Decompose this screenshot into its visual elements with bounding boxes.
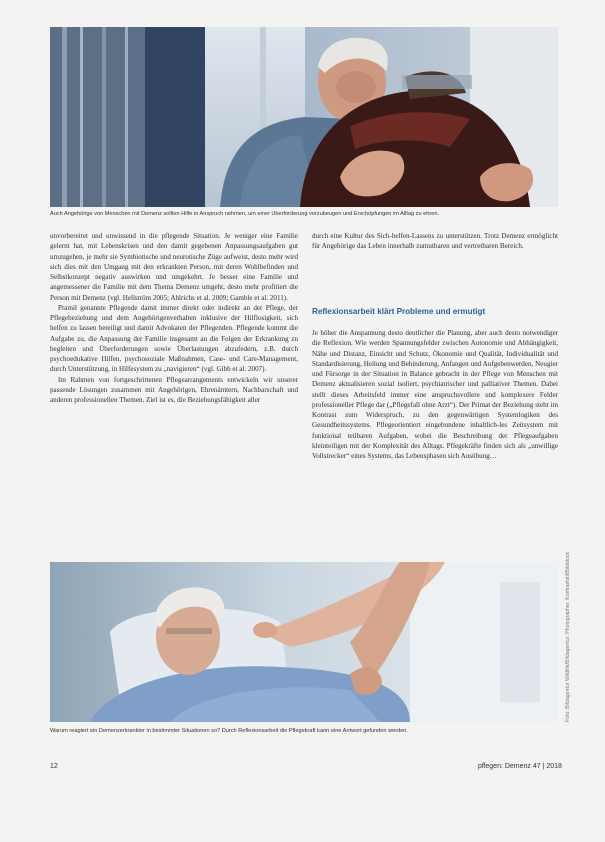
photo-hug xyxy=(50,27,558,207)
text-column-right-intro: durch eine Kultur des Sich-helfen-Lassens zu unterstützen. Trotz Demenz ermöglicht für Angehörige das Leben innerhalb zumutbaren und vertretbaren Bereich. xyxy=(312,232,558,251)
text-column-right: Je höher die Anspannung desto deutlicher die Planung, aber auch desto notwendiger die Reflexion. Wie werden Spannungsfelder zwischen Autonomie und Abhängigkeit, Nähe und Distanz, Einsicht und Schutz, Ökonomie und Qualität, Individualität und Standardisierung, Heilung und Behinderung, Anfangen und Aufgebenwerden, Neugier und Fürsorge in der Situation in Balance gebracht in der Pflege von Menschen mit Demenz aktualisieren sozial isoliert, psychiatrischer und palliativer Themen. Dabei stellt dieses Arbeitsfeld immer eine anspruchsvollere und komplexere Felder professioneller Pflege dar („Pflegefall ohne Arzt“). Der Primat der Beziehung steht im Kontrast zum Widerspruch, zu den gegenwärtigen Systemlogiken des Gesundheitssystems. Pflegeorientiert eingebundene inhaltlich-les Zeitsystem mit funktional teilbaren Aufgaben, wobei die Beschreibung der Pflegeaufgaben kleinteiligen mit der Komplexität des Alltags. Pflegekräfte finden sich als „unwillige Vollstrecker“ eines Systems, das Lebensphasen sich Ausübung… xyxy=(312,329,558,460)
caption-bottom: Warum reagiert ein Demenzerkrankter in bestimmter Situationen so? Durch Reflexionsarbeit die Pflegekraft kann eine Antwort gefunden werden. xyxy=(50,728,408,734)
page-number: 12 xyxy=(50,763,58,770)
photo-bed-illustration xyxy=(50,562,558,722)
text-column-left xyxy=(50,231,298,405)
paragraph-2: Pramil genannte Pflegende damit immer direkt oder indirekt an der Pflege, der Pflegebeziehung und dem Angehörigenverhalten inklusive der Hilflosigkeit, sich helfen zu lassen beteiligt und damit Advokaten der Pflegenden. Pflegende kommt die Aufgabe zu, die Anpassung der Familie insgesamt an die Folgen der Erkrankung zu begleiten und Überforderungen sowie Überlastungen abzufedern, z.B. durch psychoedukative Hilfen, psychosoziale Maßnahmen, Case- und Care-Management, durch Unterstützung, in Hilfesystem zu „navigieren“ (vgl. Gibb et al. 2007). xyxy=(50,303,298,374)
paragraph-3: Im Rahmen von fortgeschrittenen Pflegearrangements entwickeln wir unserer passende Lösungen zusammen mit Angehörigen, Ehrenämtern, Nachbarschaft und anderen professionellen Themen. Ziel ist es, die Beziehungsfähigkeit aller xyxy=(50,375,298,404)
section-heading: Reflexionsarbeit klärt Probleme und ermutigt xyxy=(312,307,486,316)
photo-bed xyxy=(50,562,558,722)
photo-hug-illustration xyxy=(50,27,558,207)
photo-credit: Foto: Bildagentur Wildlife/Bildagentur: Photographer. Kontraststil/Bildstock xyxy=(565,551,571,722)
journal-name: pflegen: Demenz 47 | 2018 xyxy=(478,763,562,770)
paragraph-1: unvorbereitet und unwissend in die pflegende Situation. Je weniger eine Familie gelernt hat, mit Lebenskrisen und den damit gegebenen Anpassungsaufgaben gut umzugehen, je mehr sie Symbiotische und neurotische Züge aufweist, desto mehr wird sich dies mit den Umgang mit den erkrankten Person, mit deren Wohlbefinden und Selbstkonzept negativ auswirken und umgekehrt. Je besser eine Familie und angemessener die Familie mit dem Thema Demenz umgeht, desto mehr profitiert die Person mit Demenz (vgl. Hellström 2005; Ahlrichs et al. 2009; Gamble et al. 2011). xyxy=(50,232,298,302)
caption-top: Auch Angehörige von Menschen mit Demenz sollten Hilfe in Anspruch nehmen, um einer Überforderung vorzubeugen und Erschöpfungen im Alltag zu ehren. xyxy=(50,211,439,217)
